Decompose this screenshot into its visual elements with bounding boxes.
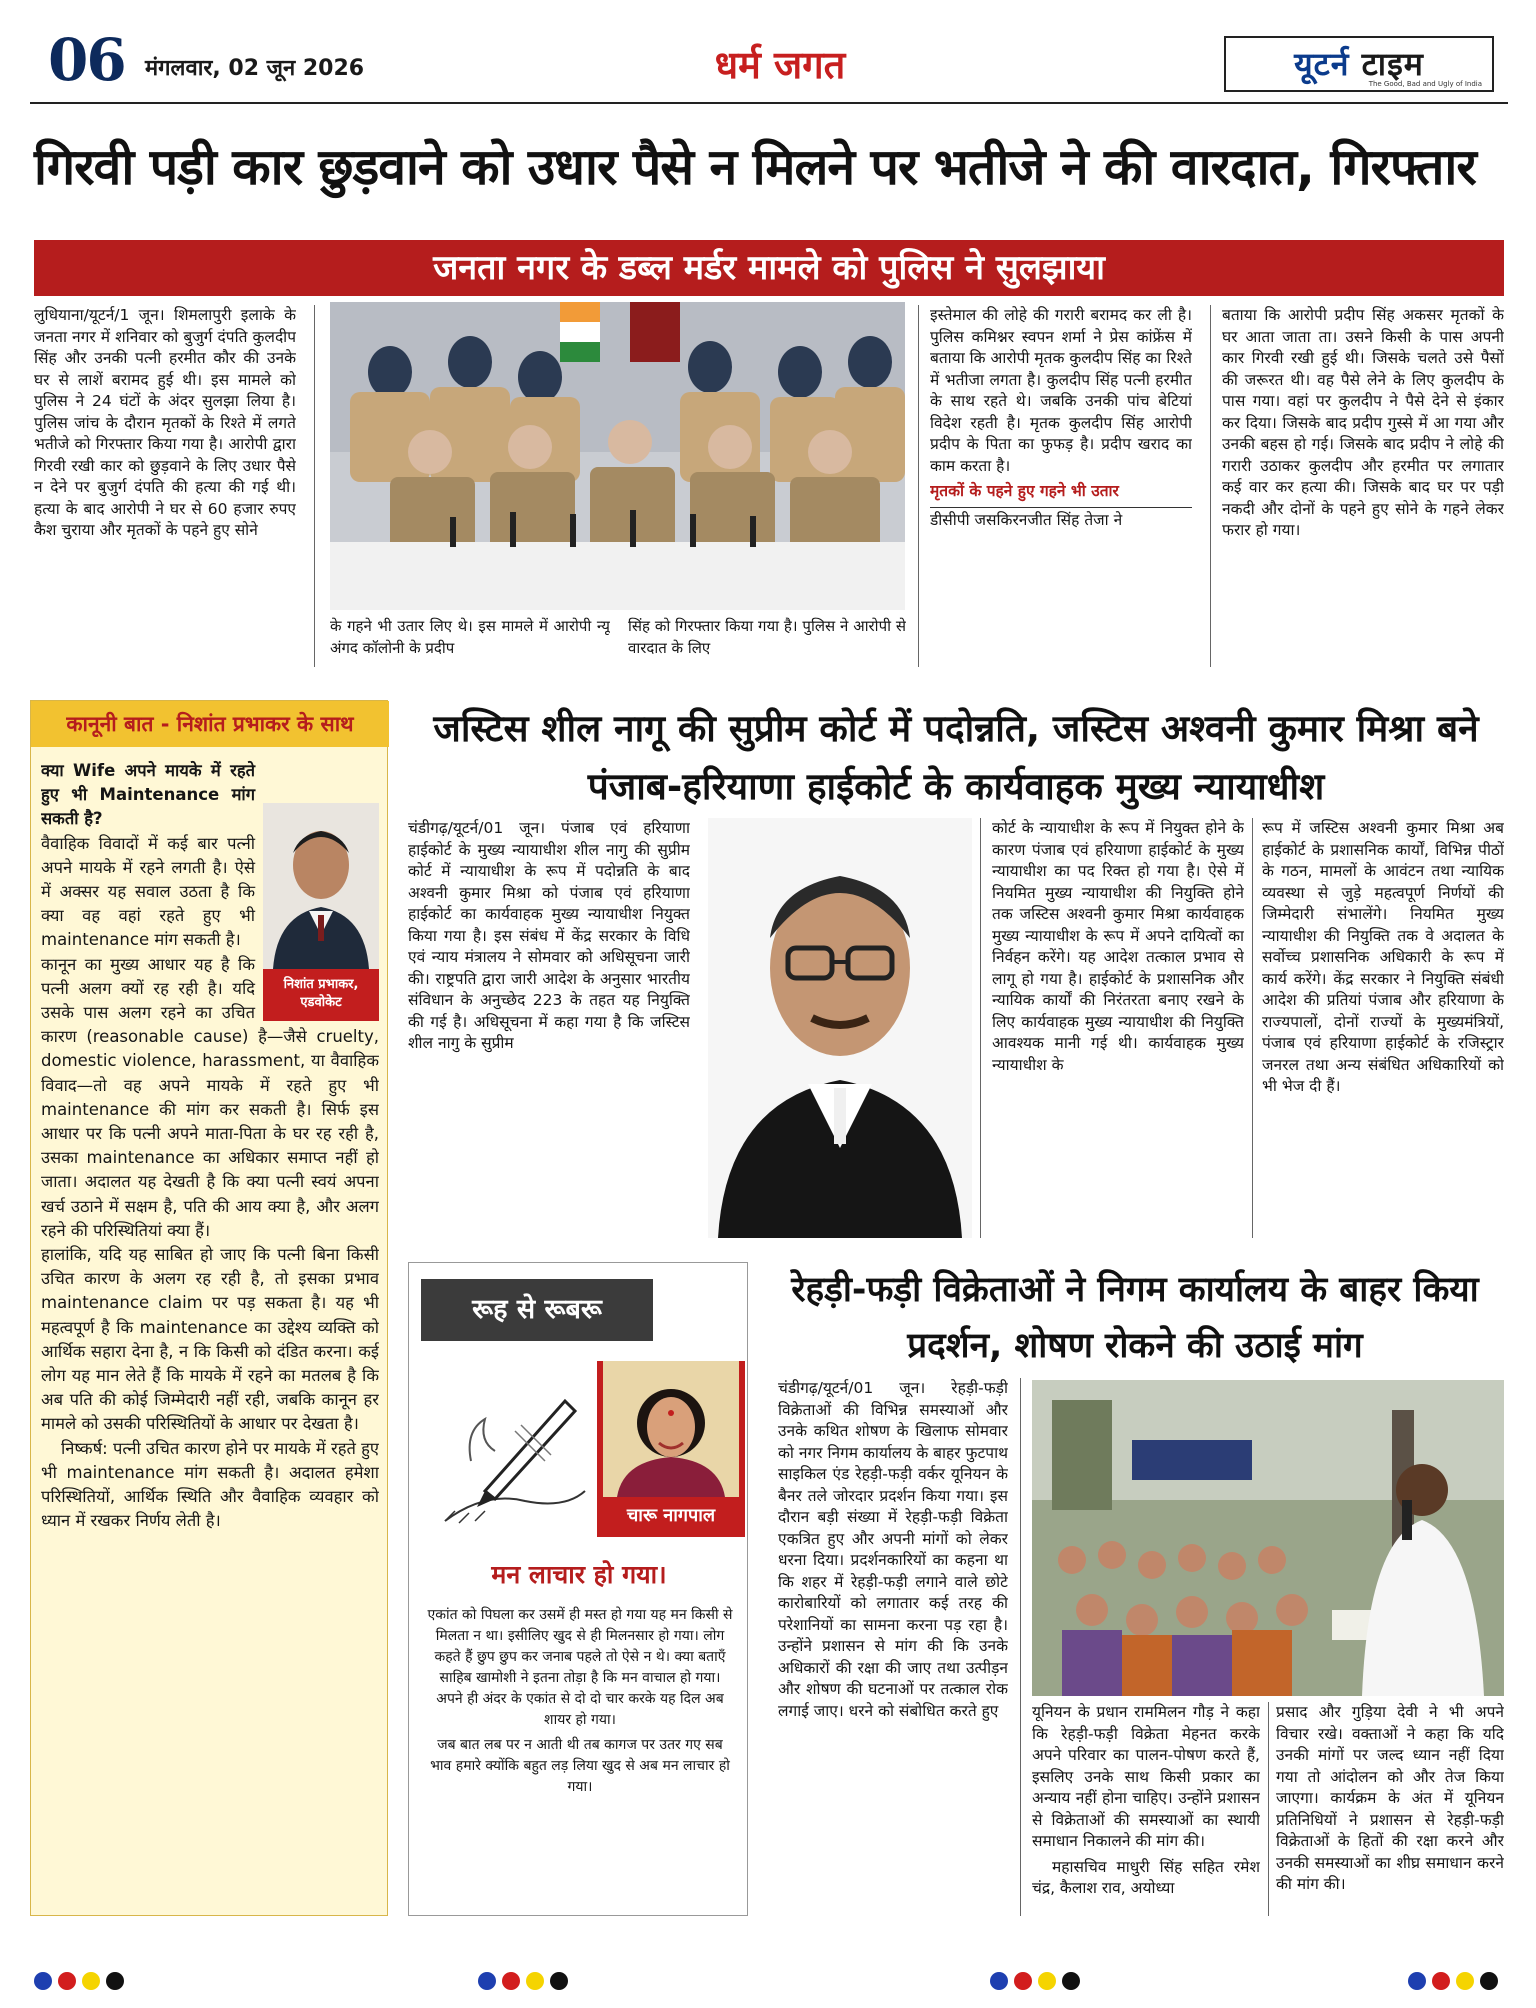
story3-column-1: चंडीगढ़/यूटर्न/01 जून। रेहड़ी-फड़ी विक्रेताओं की विभिन्न समस्याओं और उनके कथित शोषण के खिलाफ सोमवार को नगर निगम कार्यालय के बाहर फुटपाथ साइकिल एंड रेहड़ी-फड़ी वर्कर यूनियन के बैनर तले जोरदार प्रदर्शन किया गया। इस दौरान बड़ी संख्या में रेहड़ी-फड़ी विक्रेता एकत्रित हुए और अपनी मांगों को लेकर धरना दिया। प्रदर्शनकारियों का कहना था कि शहर में रेहड़ी-फड़ी लगाने वाले छोटे कारोबारियों को लगातार कई तरह की परेशानियों का सामना करना पड़ रहा है। उन्होंने प्रशासन से मांग की कि उनके अधिकारों की रक्षा की जाए तथा उत्पीड़न और शोषण की घटनाओं पर तत्काल रोक लगाई जाए। धरने को संबोधित करते हुए [778,1379,1008,1720]
poet-profile-card [597,1361,745,1537]
story3-column-2-tail: महासचिव माधुरी सिंह सहित रमेश चंद्र, कैलाश राव, अयोध्या [1032,1857,1260,1897]
story2-headline[interactable]: जस्टिस शील नागू की सुप्रीम कोर्ट में पदोन्नति, जस्टिस अश्वनी कुमार मिश्रा बने पंजाब-हरियाणा हाईकोर्ट के कार्यवाहक मुख्य न्यायाधीश [433,707,1479,808]
story1-subhead-bar [34,240,1504,296]
poetry-tag-bar [421,1279,653,1341]
masthead [30,26,1508,104]
story1-inner-subhead: मृतकों के पहने हुए गहने भी उतार [930,482,1119,500]
story1-column-2a: के गहने भी उतार लिए थे। इस मामले में आरोपी न्यू अंगद कॉलोनी के प्रदीप [330,617,610,657]
poem-stanza: जब बात लब पर न आती थी तब कागज पर उतर गए सब भाव हमारे क्योंकि बहुत लड़ लिया खुद से अब मन लाचार हो गया। [430,1737,730,1795]
quill-pen-icon [425,1371,595,1541]
legal-advice-column [30,700,388,1916]
poet-photo [603,1361,739,1497]
judge-portrait-illustration [708,818,972,1238]
page-number: 06 [48,26,125,94]
vendor-protest-photo[interactable] [1032,1380,1504,1696]
lawyer-caption [263,969,379,1021]
reg-dot-blue [34,1972,52,1990]
story3-headline[interactable]: रेहड़ी-फड़ी विक्रेताओं ने निगम कार्यालय के बाहर किया प्रदर्शन, शोषण रोकने की उठाई मांग [791,1270,1479,1366]
registration-marks [478,1972,568,1990]
reg-dot-red [1014,1972,1032,1990]
poet-portrait-illustration [603,1361,739,1497]
issue-date: मंगलवार, 02 जून 2026 [145,56,365,81]
story3-column-2 [1032,1702,1260,1916]
story1-column-3-text: इस्तेमाल की लोहे की गरारी बरामद कर ली है। पुलिस कमिश्नर स्वपन शर्मा ने प्रेस कांफ्रेंस में बताया कि आरोपी मृतक कुलदीप सिंह का रिश्ते में भतीजा लगता है। कुलदीप सिंह पत्नी हरमीत के साथ रहते थे। जबकि उनकी पांच बेटियां विदेश रहती है। मृतक कुलदीप सिंह आरोपी प्रदीप के पिता का फुफड़ है। प्रदीप खराद का काम करता है। [930,306,1192,475]
brand-name-part2: टाइम [1361,45,1424,83]
reg-dot-yellow [1038,1972,1056,1990]
registration-marks [34,1972,124,1990]
reg-dot-blue [478,1972,496,1990]
registration-marks [990,1972,1080,1990]
poem-body [425,1605,735,1905]
poem-title: मन लाचार हो गया। [491,1560,667,1589]
column-divider [1020,1378,1021,1916]
story1-column-1: लुधियाना/यूटर्न/1 जून। शिमलापुरी इलाके के जनता नगर में शनिवार को बुजुर्ग दंपति कुलदीप सिंह और उनकी पत्नी हरमीत कौर की उनके घर से लाशें बरामद हुई थी। इस मामले को पुलिस ने 24 घंटों के अंदर सुलझा लिया है। पुलिस जांच के दौरान मृतकों के रिश्ते में लगते भतीजे को गिरफ्तार किया गया है। आरोपी द्वारा गिरवी रखी कार को छुड़वाने के लिए उधार पैसे न देने पर बुजुर्ग दंपति की हत्या की गई थी। हत्या के बाद आरोपी ने घर से 60 हजार रुपए कैश चुराया और मृतकों के पहने हुए सोने [34,306,296,539]
column-divider [980,818,981,1238]
reg-dot-black [1480,1972,1498,1990]
reg-dot-red [1432,1972,1450,1990]
brand-tagline: The Good, Bad and Ugly of India [1368,80,1482,88]
story1-column-4: बताया कि आरोपी प्रदीप सिंह अकसर मृतकों के घर आता जाता ता। उसने किसी के पास अपनी कार गिरवी रखी हुई थी। जिसके चलते उसे पैसों की जरूरत थी। वह पैसे लेने के लिए कुलदीप के पास गया। वहां पर कुलदीप ने पैसे देने से इंकार कर दिया। जिसके बाद प्रदीप गुस्से में आ गया और उनकी बहस हो गई। जिसके बाद प्रदीप ने लोहे की गरारी उठाकर कुलदीप और हरमीत पर लगातार कई वार कर हत्या की। जिसके बाद घर पर पड़ी नकदी और दोनों के पहने हुए सोने के गहने लेकर फरार हो गया। [1222,306,1504,539]
story1-headline[interactable]: गिरवी पड़ी कार छुड़वाने को उधार पैसे न मिलने पर भतीजे ने की वारदात, गिरफ्तार [34,138,1476,196]
reg-dot-black [106,1972,124,1990]
story2-column-3: रूप में जस्टिस अश्वनी कुमार मिश्रा अब हाईकोर्ट के प्रशासनिक कार्यों, विभिन्न पीठों के गठन, मामलों के आवंटन तथा न्यायिक व्यवस्था से जुड़े महत्वपूर्ण निर्णयों की जिम्मेदारी संभालेंगे। नियमित मुख्य न्यायाधीश की नियुक्ति तक वे अदालत के सर्वोच्च प्रशासनिक अधिकारी के रूप में कार्य करेंगे। केंद्र सरकार ने नियुक्ति संबंधी आदेश की प्रतियां पंजाब और हरियाणा के राज्यपालों, दोनों राज्यों के मुख्यमंत्रियों, पंजाब एवं हरियाणा हाईकोर्ट के रजिस्ट्रार जनरल तथा अन्य संबंधित अधिकारियों को भी भेज दी हैं। [1262,819,1504,1095]
reg-dot-blue [1408,1972,1426,1990]
story2-column-1: चंडीगढ़/यूटर्न/01 जून। पंजाब एवं हरियाणा हाईकोर्ट के मुख्य न्यायाधीश शील नागु की सुप्रीम कोर्ट में न्यायाधीश के रूप में पदोन्नति के बाद अश्वनी कुमार मिश्रा को पंजाब एवं हरियाणा हाईकोर्ट का कार्यवाहक मुख्य न्यायाधीश नियुक्त किया गया है। इस संबंध में केंद्र सरकार के विधि एवं न्याय मंत्रालय ने सोमवार को अधिसूचना जारी की। राष्ट्रपति द्वारा जारी आदेश के अनुसार भारतीय संविधान के अनुच्छेद 223 के तहत यह नियुक्ति की गई है। अधिसूचना में कहा गया है कि जस्टिस शील नागु के सुप्रीम [408,819,690,1052]
lawyer-title: एडवोकेट [300,995,342,1010]
registration-marks [1408,1972,1498,1990]
reg-dot-black [1062,1972,1080,1990]
poem-stanza: एकांत को पिघला कर उसमें ही मस्त हो गया यह मन किसी से मिलता न था। इसीलिए खुद से ही मिलनसार हो गया। लोग कहते हैं छुप छुप कर जनाब पहले तो ऐसे न थे। क्या बताएँ साहिब खामोशी ने इतना तोड़ा है कि मन वाचाल हो गया। अपने ही अंदर के एकांत से दो दो चार करके यह दिल अब शायर हो गया। [427,1607,733,1728]
legal-header: कानूनी बात - निशांत प्रभाकर के साथ [66,712,354,736]
lawyer-portrait-illustration [263,803,379,969]
story1-subhead: जनता नगर के डब्ल मर्डर मामले को पुलिस ने सुलझाया [433,248,1105,288]
story1-press-conference-photo[interactable] [330,302,905,610]
legal-question: क्या Wife अपने मायके में रहते हुए भी Maintenance मांग सकती है? [41,761,255,829]
poetry-tag: रूह से रूबरू [472,1294,602,1325]
column-divider [1210,305,1211,667]
section-title: धर्म जगत [714,43,846,87]
column-divider [1252,818,1253,1238]
reg-dot-blue [990,1972,1008,1990]
poetry-column [408,1262,748,1916]
lawyer-photo [263,803,379,969]
justice-portrait-photo[interactable] [708,818,972,1238]
reg-dot-yellow [526,1972,544,1990]
legal-paragraph: कानून का मुख्य आधार यह है कि पत्नी अलग क्यों रह रही है। यदि उसके पास अलग रहने का उचित कारण (reasonable cause) है—जैसे cruelty, domestic violence, harassment, या वैवाहिक विवाद—तो वह अपने मायके में रहते हुए भी maintenance की मांग कर सकती है। सिर्फ इस आधार पर कि पत्नी अपने माता-पिता के घर रह रही है, उसका maintenance का अधिकार समाप्त नहीं हो जाता। अदालत यह देखती है कि क्या पत्नी स्वयं अपना खर्च उठाने में सक्षम है, पति की आय क्या है, और अलग रहने की परिस्थितियां क्या हैं। [41,954,379,1240]
story2-column-2: कोर्ट के न्यायाधीश के रूप में नियुक्त होने के कारण पंजाब एवं हरियाणा हाईकोर्ट के मुख्य न्यायाधीश का पद रिक्त हो गया है। ऐसे में नियमित मुख्य न्यायाधीश की नियुक्ति होने तक जस्टिस अश्वनी कुमार मिश्रा कार्यवाहक मुख्य न्यायाधीश के रूप में अपने दायित्वों का निर्वहन करेंगे। यह आदेश तत्काल प्रभाव से लागू हो गया है। हाईकोर्ट के प्रशासनिक और न्यायिक कार्यों की निरंतरता बनाए रखने के लिए कार्यवाहक मुख्य न्यायाधीश की नियुक्ति आवश्यक मानी गई थी। कार्यवाहक मुख्य न्यायाधीश के [992,819,1244,1074]
reg-dot-yellow [1456,1972,1474,1990]
poet-name: चारू नागपाल [626,1505,716,1526]
press-conference-illustration [330,302,905,610]
legal-paragraph: वैवाहिक विवादों में कई बार पत्नी अपने मायके में रहने लगती है। ऐसे में अक्सर यह सवाल उठता है कि क्या वह वहां रहते हुए भी maintenance मांग सकती है। [41,833,255,950]
story1-column-3-tail: डीसीपी जसकिरनजीत सिंह तेजा ने [930,507,1192,532]
brand-name-part1: यूटर्न [1294,45,1350,83]
column-divider [1268,1702,1269,1916]
reg-dot-red [58,1972,76,1990]
story1-column-2b: सिंह को गिरफ्तार किया गया है। पुलिस ने आरोपी से वारदात के लिए [628,617,906,657]
reg-dot-red [502,1972,520,1990]
story3-column-3: प्रसाद और गुड़िया देवी ने भी अपने विचार रखे। वक्ताओं ने कहा कि यदि उनकी मांगों पर जल्द ध्यान नहीं दिया गया तो आंदोलन को और तेज किया जाएगा। कार्यक्रम के अंत में यूनियन प्रतिनिधियों ने प्रशासन से रेहड़ी-फड़ी विक्रेताओं के हितों की रक्षा करने और उनकी समस्याओं का शीघ्र समाधान करने की मांग की। [1276,1703,1504,1893]
legal-paragraph: हालांकि, यदि यह साबित हो जाए कि पत्नी बिना किसी उचित कारण के अलग रह रही है, तो इसका प्रभाव maintenance claim पर पड़ सकता है। यह भी महत्वपूर्ण है कि maintenance का उद्देश्य व्यक्ति को आर्थिक सहारा देना है, न कि किसी को दंडित करना। कई लोग यह मान लेते हैं कि मायके में रहने का मतलब है कि अब पति की कोई जिम्मेदारी नहीं रही, जबकि कानून हर मामले को उसकी परिस्थितियों के आधार पर देखता है। [41,1245,379,1434]
brand-name [1226,42,1492,85]
legal-conclusion: निष्कर्ष: पत्नी उचित कारण होने पर मायके में रहते हुए भी maintenance मांग सकती है। अदालत हमेशा परिस्थितियों, आर्थिक स्थिति और वैवाहिक व्यवहार को ध्यान में रखकर निर्णय लेती है। [41,1438,379,1531]
lawyer-name: निशांत प्रभाकर, [283,977,359,992]
column-divider [314,305,315,667]
column-divider [918,305,919,667]
story1-column-3 [930,305,1192,667]
reg-dot-yellow [82,1972,100,1990]
legal-body [41,759,379,1909]
story3-column-2-text: यूनियन के प्रधान राममिलन गौड़ ने कहा कि रेहड़ी-फड़ी विक्रेता मेहनत करके अपने परिवार का पालन-पोषण करते हैं, इसलिए उनके साथ किसी प्रकार का अन्याय नहीं होना चाहिए। उन्होंने प्रशासन से विक्रेताओं की समस्याओं का स्थायी समाधान निकालने की मांग की। [1032,1703,1260,1850]
brand-logo [1224,36,1494,92]
reg-dot-black [550,1972,568,1990]
legal-header-bar [31,701,389,747]
lawyer-profile-card [263,803,379,1021]
protest-illustration [1032,1380,1504,1696]
